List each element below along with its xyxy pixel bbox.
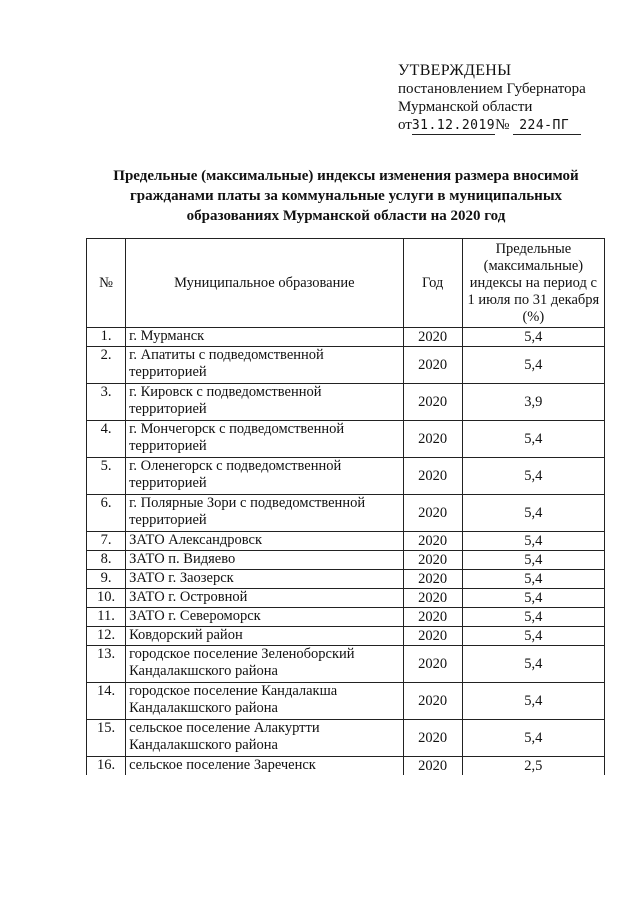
table-row — [87, 720, 605, 757]
row-name: ЗАТО п. Видяево — [126, 551, 404, 570]
row-name: сельское поселение Алакуртти Кандалакшского района — [126, 720, 404, 757]
row-name: г. Мончегорск с подведомственной территорией — [126, 421, 404, 458]
table-row — [87, 683, 605, 720]
table-body — [87, 328, 605, 776]
row-value: 5,4 — [462, 551, 604, 570]
table-row — [87, 328, 605, 347]
indices-table — [86, 238, 605, 775]
row-value: 5,4 — [462, 421, 604, 458]
row-num: 7. — [87, 532, 126, 551]
row-year: 2020 — [403, 328, 462, 347]
row-value: 5,4 — [462, 347, 604, 384]
row-name: ЗАТО г. Североморск — [126, 608, 404, 627]
row-year: 2020 — [403, 646, 462, 683]
row-num: 5. — [87, 458, 126, 495]
approval-block — [398, 62, 586, 135]
row-year: 2020 — [403, 384, 462, 421]
header-value: Предельные (максимальные) индексы на период с 1 июля по 31 декабря (%) — [462, 239, 604, 328]
row-name: ЗАТО г. Островной — [126, 589, 404, 608]
row-value: 5,4 — [462, 683, 604, 720]
row-name: г. Кировск с подведомственной территорией — [126, 384, 404, 421]
row-name: ЗАТО Александровск — [126, 532, 404, 551]
row-name: г. Мурманск — [126, 328, 404, 347]
row-year: 2020 — [403, 421, 462, 458]
table-row — [87, 757, 605, 776]
row-year: 2020 — [403, 720, 462, 757]
row-num: 2. — [87, 347, 126, 384]
approval-from-label: от — [398, 117, 412, 133]
row-value: 2,5 — [462, 757, 604, 776]
table-row — [87, 495, 605, 532]
row-year: 2020 — [403, 627, 462, 646]
row-year: 2020 — [403, 495, 462, 532]
row-year: 2020 — [403, 757, 462, 776]
row-num: 6. — [87, 495, 126, 532]
row-value: 5,4 — [462, 532, 604, 551]
row-year: 2020 — [403, 683, 462, 720]
table-row — [87, 570, 605, 589]
table-row — [87, 458, 605, 495]
row-year: 2020 — [403, 347, 462, 384]
row-name: г. Полярные Зори с подведомственной территорией — [126, 495, 404, 532]
row-num: 13. — [87, 646, 126, 683]
row-value: 5,4 — [462, 328, 604, 347]
table-row — [87, 551, 605, 570]
approval-line-1: постановлением Губернатора — [398, 81, 586, 97]
table-header-row — [87, 239, 605, 328]
table-row — [87, 627, 605, 646]
approval-number: 224-ПГ — [513, 118, 581, 135]
row-num: 4. — [87, 421, 126, 458]
row-value: 5,4 — [462, 589, 604, 608]
row-year: 2020 — [403, 589, 462, 608]
row-value: 5,4 — [462, 458, 604, 495]
table-row — [87, 589, 605, 608]
table-row — [87, 608, 605, 627]
row-year: 2020 — [403, 458, 462, 495]
row-name: городское поселение Кандалакша Кандалакшского района — [126, 683, 404, 720]
row-name: сельское поселение Зареченск — [126, 757, 404, 776]
approval-line-2: Мурманской области — [398, 99, 533, 115]
row-value: 3,9 — [462, 384, 604, 421]
row-num: 8. — [87, 551, 126, 570]
table-row — [87, 384, 605, 421]
row-num: 1. — [87, 328, 126, 347]
table-row — [87, 421, 605, 458]
row-num: 3. — [87, 384, 126, 421]
row-year: 2020 — [403, 532, 462, 551]
row-name: городское поселение Зеленоборский Кандалакшского района — [126, 646, 404, 683]
document-title: Предельные (максимальные) индексы изменения размера вносимой гражданами платы за коммунальные услуги в муниципальных образованиях Мурманской области на 2020 год — [113, 168, 579, 224]
row-value: 5,4 — [462, 495, 604, 532]
header-num: № — [87, 239, 126, 328]
row-num: 14. — [87, 683, 126, 720]
row-year: 2020 — [403, 551, 462, 570]
row-num: 15. — [87, 720, 126, 757]
row-year: 2020 — [403, 570, 462, 589]
approval-number-label: № — [495, 117, 510, 133]
approval-title: УТВЕРЖДЕНЫ — [398, 62, 512, 79]
header-name: Муниципальное образование — [126, 239, 404, 328]
table-row — [87, 532, 605, 551]
table-row — [87, 347, 605, 384]
table-row — [87, 646, 605, 683]
row-value: 5,4 — [462, 608, 604, 627]
row-num: 9. — [87, 570, 126, 589]
approval-date-line — [398, 116, 586, 135]
row-year: 2020 — [403, 608, 462, 627]
row-name: Ковдорский район — [126, 627, 404, 646]
row-num: 10. — [87, 589, 126, 608]
row-name: г. Оленегорск с подведомственной территорией — [126, 458, 404, 495]
row-value: 5,4 — [462, 627, 604, 646]
row-name: ЗАТО г. Заозерск — [126, 570, 404, 589]
row-value: 5,4 — [462, 646, 604, 683]
row-num: 11. — [87, 608, 126, 627]
row-name: г. Апатиты с подведомственной территорией — [126, 347, 404, 384]
approval-date: 31.12.2019 — [411, 118, 496, 133]
header-year: Год — [403, 239, 462, 328]
row-value: 5,4 — [462, 570, 604, 589]
row-num: 12. — [87, 627, 126, 646]
row-value: 5,4 — [462, 720, 604, 757]
row-num: 16. — [87, 757, 126, 776]
